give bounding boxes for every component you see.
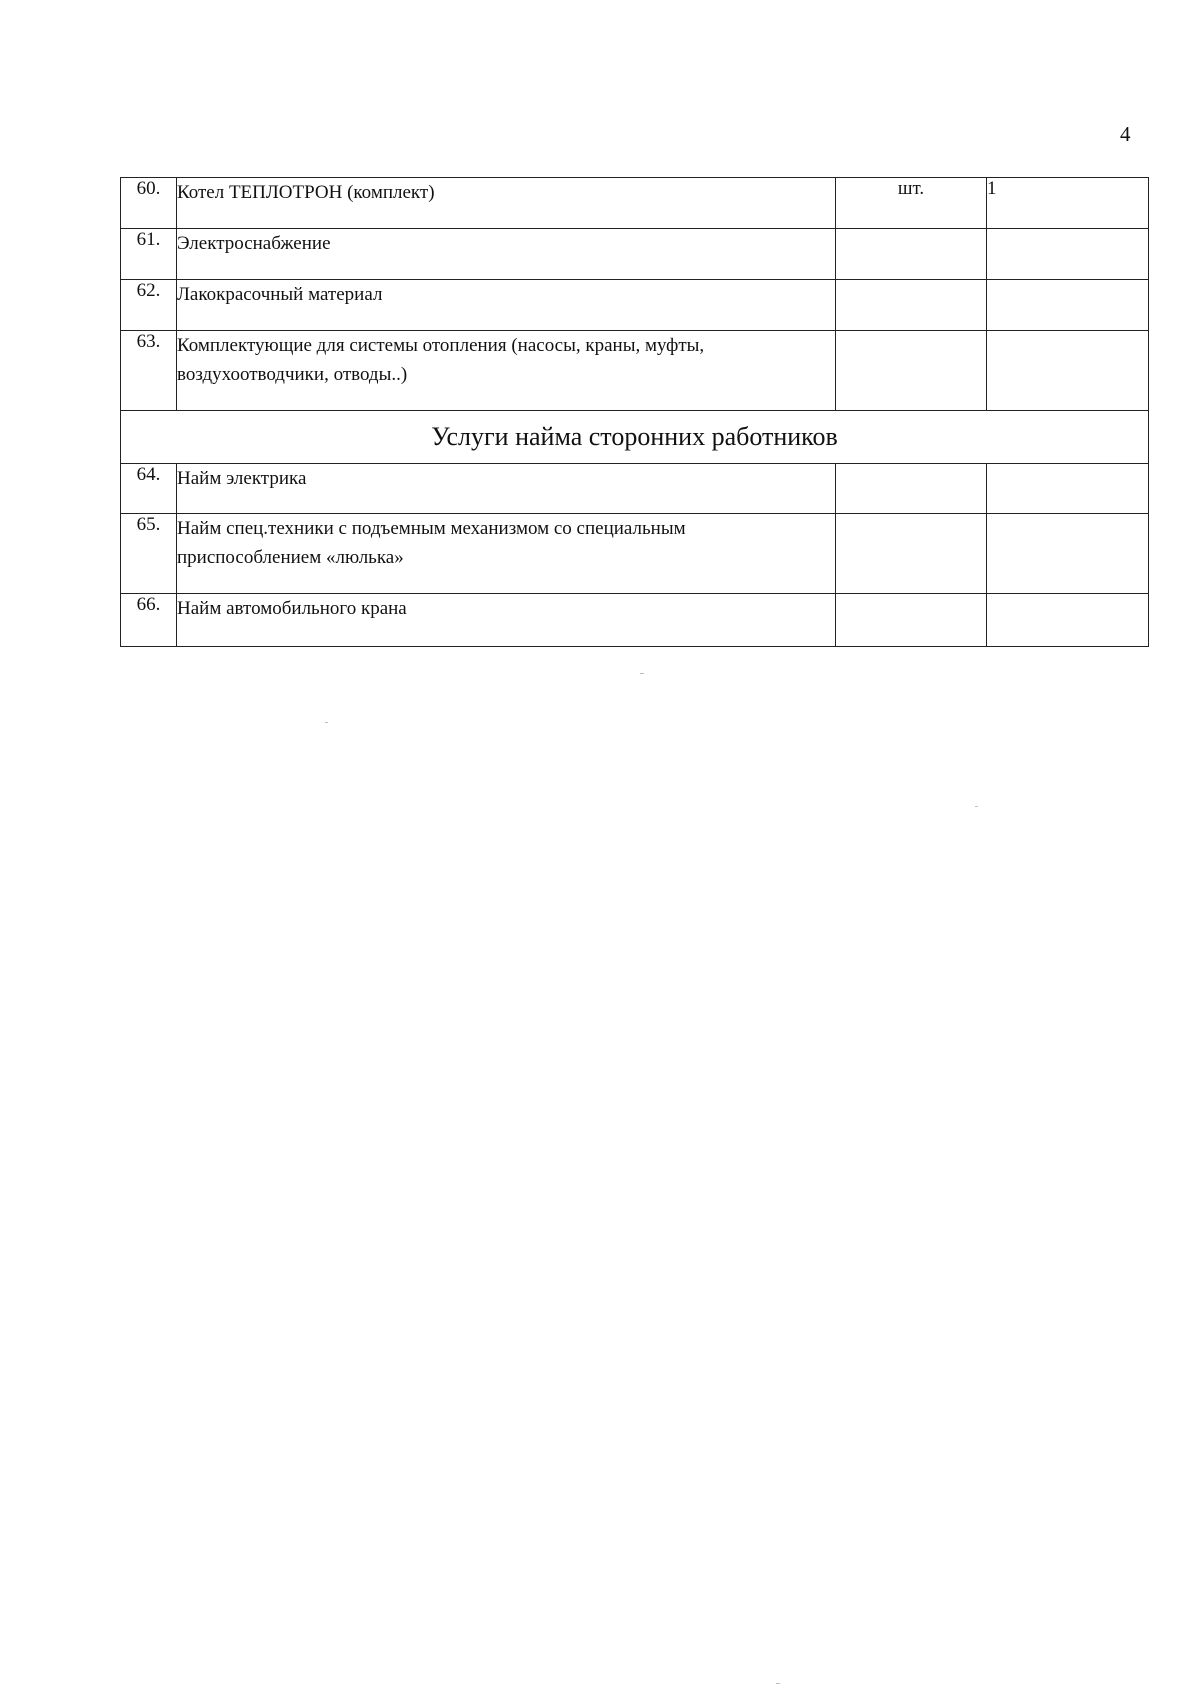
row-name-line: приспособлением «люлька» xyxy=(177,547,404,568)
table-row xyxy=(121,514,1149,594)
row-name: Котел ТЕПЛОТРОН (комплект) xyxy=(177,178,836,229)
row-name-line: воздухоотводчики, отводы..) xyxy=(177,364,408,385)
row-number: 66. xyxy=(121,594,177,647)
row-name-line: Комплектующие для системы отопления (насосы, краны, муфты, xyxy=(177,335,705,356)
row-unit xyxy=(836,514,987,594)
row-name: Лакокрасочный материал xyxy=(177,280,836,331)
row-name: Найм автомобильного крана xyxy=(177,594,836,647)
scan-speck xyxy=(640,673,644,674)
table-row xyxy=(121,229,1149,280)
row-unit xyxy=(836,594,987,647)
section-title: Услуги найма сторонних работников xyxy=(121,411,1149,464)
table-row xyxy=(121,280,1149,331)
row-name: Электроснабжение xyxy=(177,229,836,280)
section-header-row xyxy=(121,411,1149,464)
table-row xyxy=(121,331,1149,411)
row-name xyxy=(177,331,836,411)
row-unit xyxy=(836,280,987,331)
row-unit xyxy=(836,331,987,411)
items-table xyxy=(120,177,1149,647)
row-name-line: Найм спец.техники с подъемным механизмом со специальным xyxy=(177,518,686,539)
row-unit xyxy=(836,464,987,514)
row-number: 63. xyxy=(121,331,177,411)
row-quantity xyxy=(987,229,1149,280)
row-number: 65. xyxy=(121,514,177,594)
scan-speck xyxy=(325,722,328,723)
row-number: 62. xyxy=(121,280,177,331)
row-quantity xyxy=(987,331,1149,411)
row-unit: шт. xyxy=(836,178,987,229)
row-quantity: 1 xyxy=(987,178,1149,229)
row-quantity xyxy=(987,280,1149,331)
row-name xyxy=(177,514,836,594)
row-quantity xyxy=(987,464,1149,514)
row-unit xyxy=(836,229,987,280)
row-quantity xyxy=(987,594,1149,647)
table-row xyxy=(121,178,1149,229)
row-quantity xyxy=(987,514,1149,594)
row-number: 60. xyxy=(121,178,177,229)
row-name: Найм электрика xyxy=(177,464,836,514)
row-number: 61. xyxy=(121,229,177,280)
table-row xyxy=(121,464,1149,514)
scan-speck xyxy=(776,1683,780,1684)
page-number: 4 xyxy=(1120,122,1131,146)
scan-speck xyxy=(975,806,978,807)
table-row xyxy=(121,594,1149,647)
row-number: 64. xyxy=(121,464,177,514)
